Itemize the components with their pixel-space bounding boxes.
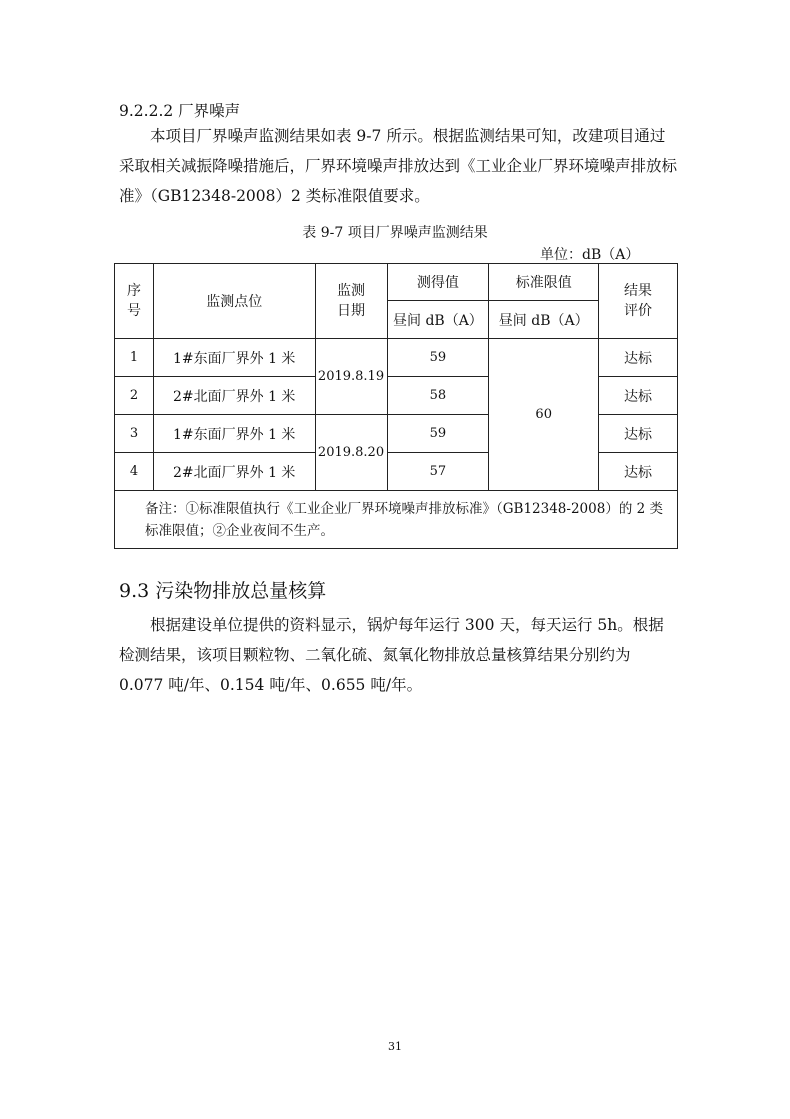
row-result: 达标	[599, 453, 678, 491]
paragraph-noise-summary: 本项目厂界噪声监测结果如表 9-7 所示。根据监测结果可知，改建项目通过采取相关减振降噪措施后，厂界环境噪声排放达到《工业企业厂界环境噪声排放标准》（GB12348-2008）2 类标准限值要求。	[119, 127, 678, 205]
row-result: 达标	[599, 415, 678, 453]
header-date: 监测日期	[315, 264, 387, 339]
page-number: 31	[388, 1040, 402, 1053]
header-limit: 标准限值	[489, 264, 599, 301]
row-seq: 3	[115, 415, 154, 453]
row-result: 达标	[599, 339, 678, 377]
table-caption: 表 9-7 项目厂界噪声监测结果	[302, 225, 488, 241]
header-point: 监测点位	[153, 264, 315, 339]
header-measured: 测得值	[387, 264, 489, 301]
row-seq: 2	[115, 377, 154, 415]
row-value: 59	[387, 415, 489, 453]
header-measured-sub: 昼间 dB（A）	[387, 301, 489, 339]
row-point: 2#北面厂界外 1 米	[153, 453, 315, 491]
row-result: 达标	[599, 377, 678, 415]
row-seq: 4	[115, 453, 154, 491]
header-result: 结果评价	[599, 264, 678, 339]
paragraph-emissions: 根据建设单位提供的资料显示，锅炉每年运行 300 天，每天运行 5h。根据检测结果，该项目颗粒物、二氧化硫、氮氧化物排放总量核算结果分别约为 0.077 吨/年、0.154 吨/年、0.655 吨/年。	[119, 616, 664, 694]
header-seq: 序号	[115, 264, 154, 339]
row-date: 2019.8.20	[315, 415, 387, 491]
table-note: 备注：①标准限值执行《工业企业厂界环境噪声排放标准》（GB12348-2008）的 2 类标准限值；②企业夜间不生产。	[115, 491, 678, 549]
table-row	[115, 339, 678, 377]
row-date: 2019.8.19	[315, 339, 387, 415]
table-unit: 单位：dB（A）	[540, 247, 640, 263]
section-heading-total: 9.3 污染物排放总量核算	[119, 580, 327, 602]
header-limit-sub: 昼间 dB（A）	[489, 301, 599, 339]
row-seq: 1	[115, 339, 154, 377]
row-value: 57	[387, 453, 489, 491]
limit-value: 60	[489, 339, 599, 491]
section-heading-noise: 9.2.2.2 厂界噪声	[119, 102, 241, 120]
row-point: 2#北面厂界外 1 米	[153, 377, 315, 415]
row-point: 1#东面厂界外 1 米	[153, 415, 315, 453]
row-value: 59	[387, 339, 489, 377]
row-point: 1#东面厂界外 1 米	[153, 339, 315, 377]
row-value: 58	[387, 377, 489, 415]
noise-results-table	[114, 263, 678, 549]
